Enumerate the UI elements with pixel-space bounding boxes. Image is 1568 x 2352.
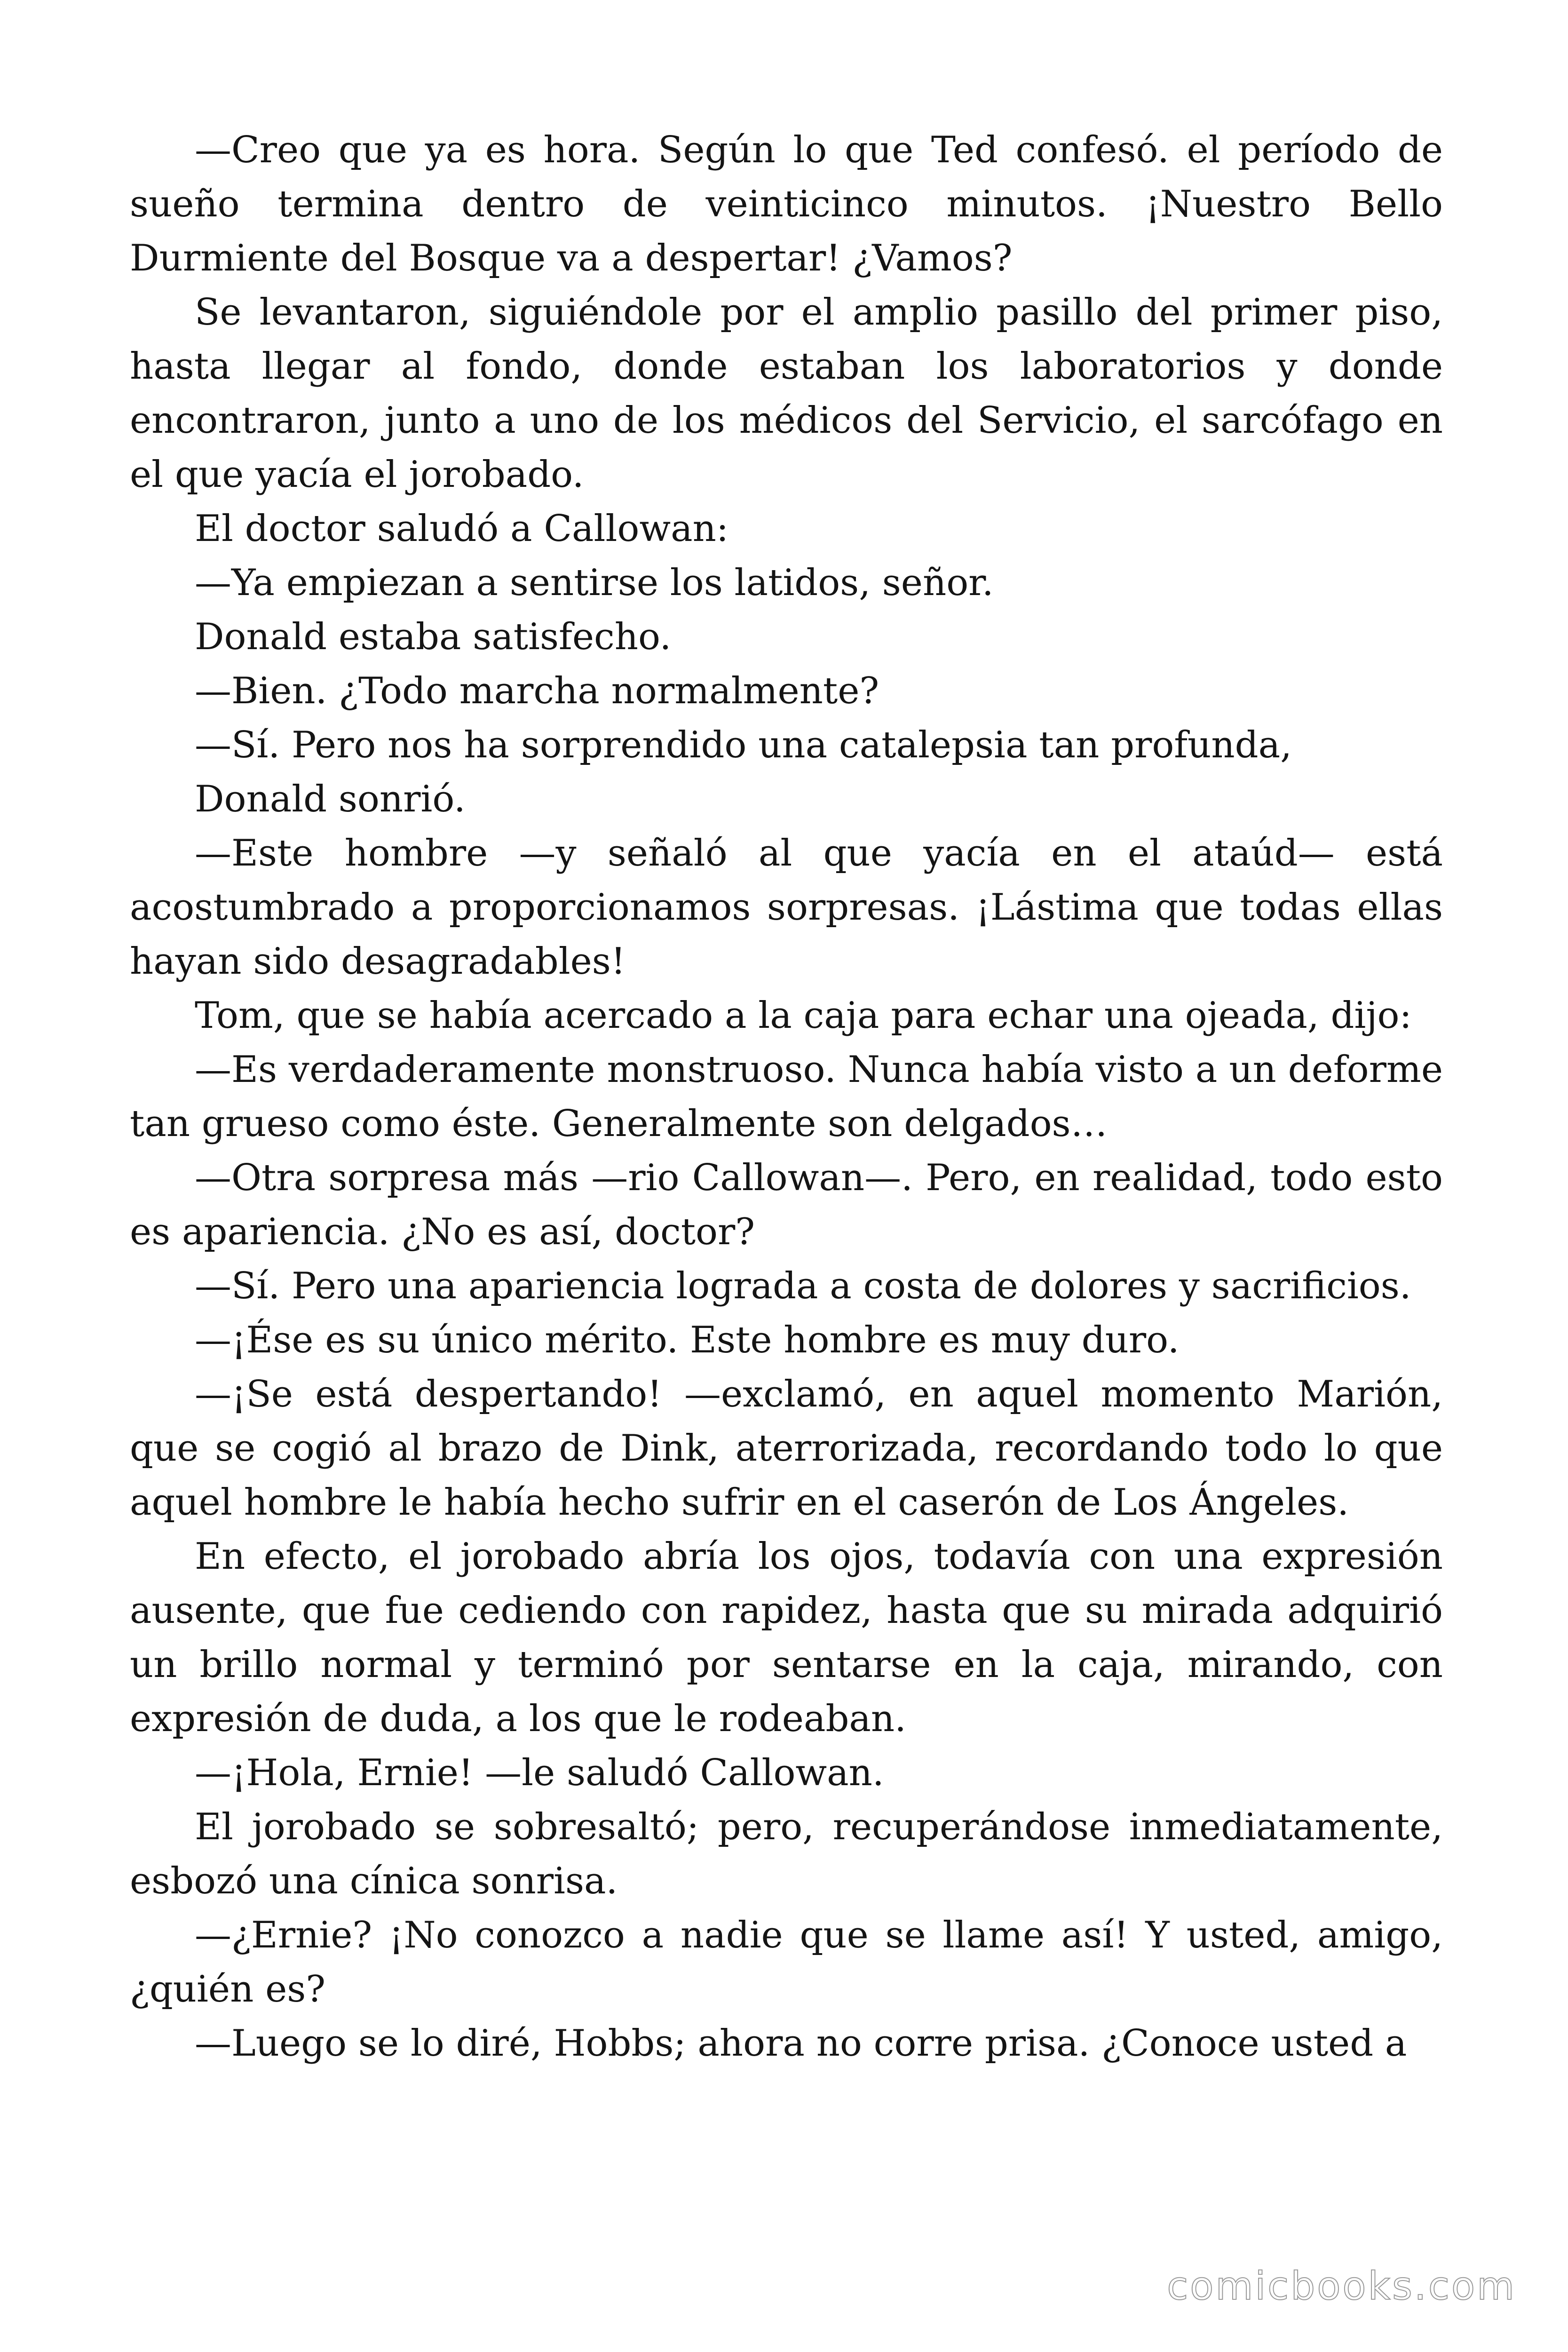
paragraph: —Sí. Pero nos ha sorprendido una catalepsia tan profunda,	[195, 724, 1292, 766]
paragraph: —¡Se está despertando! —exclamó, en aquel momento Marión, que se cogió al brazo de Dink, aterrorizada, recordando todo lo que aquel hombre le había hecho sufrir en el caserón de Los Ángeles.	[130, 1373, 1443, 1524]
paragraph: —Otra sorpresa más —rio Callowan—. Pero, en realidad, todo esto es apariencia. ¿No es así, doctor?	[130, 1157, 1443, 1253]
watermark: comicbooks.com	[1167, 2264, 1516, 2309]
paragraph: —Este hombre —y señaló al que yacía en el ataúd— está acostumbrado a proporcionamos sorpresas. ¡Lástima que todas ellas hayan sido desagradables!	[130, 832, 1443, 983]
paragraph: —Ya empiezan a sentirse los latidos, señor.	[195, 562, 994, 604]
paragraph: En efecto, el jorobado abría los ojos, todavía con una expresión ausente, que fue cediendo con rapidez, hasta que su mirada adquirió un brillo normal y terminó por sentarse en la caja, mirando, con expresión de duda, a los que le rodeaban.	[130, 1535, 1443, 1740]
paragraph: —¡Ése es su único mérito. Este hombre es muy duro.	[195, 1319, 1180, 1361]
paragraph: —¡Hola, Ernie! —le saludó Callowan.	[195, 1752, 884, 1794]
paragraph: Donald sonrió.	[195, 778, 466, 820]
paragraph: —Es verdaderamente monstruoso. Nunca había visto a un deforme tan grueso como éste. Generalmente son delgados…	[130, 1049, 1443, 1145]
paragraph: —Bien. ¿Todo marcha normalmente?	[195, 670, 879, 712]
paragraph: Tom, que se había acercado a la caja para echar una ojeada, dijo:	[195, 994, 1412, 1037]
paragraph: Donald estaba satisfecho.	[195, 616, 672, 658]
paragraph: —Sí. Pero una apariencia lograda a costa de dolores y sacrificios.	[195, 1265, 1411, 1307]
paragraph: El doctor saludó a Callowan:	[195, 508, 729, 550]
page-text	[130, 123, 1443, 2071]
paragraph: Se levantaron, siguiéndole por el amplio pasillo del primer piso, hasta llegar al fondo, donde estaban los laboratorios y donde encontraron, junto a uno de los médicos del Servicio, el sarcófago en el que yacía el jorobado.	[130, 291, 1443, 496]
paragraph: El jorobado se sobresaltó; pero, recuperándose inmediatamente, esbozó una cínica sonrisa.	[130, 1806, 1443, 1902]
paragraph: —Luego se lo diré, Hobbs; ahora no corre prisa. ¿Conoce usted a	[195, 2022, 1407, 2065]
paragraph: —¿Ernie? ¡No conozco a nadie que se llame así! Y usted, amigo, ¿quién es?	[130, 1914, 1443, 2010]
paragraph: —Creo que ya es hora. Según lo que Ted confesó. el período de sueño termina dentro de veinticinco minutos. ¡Nuestro Bello Durmiente del Bosque va a despertar! ¿Vamos?	[130, 129, 1443, 279]
